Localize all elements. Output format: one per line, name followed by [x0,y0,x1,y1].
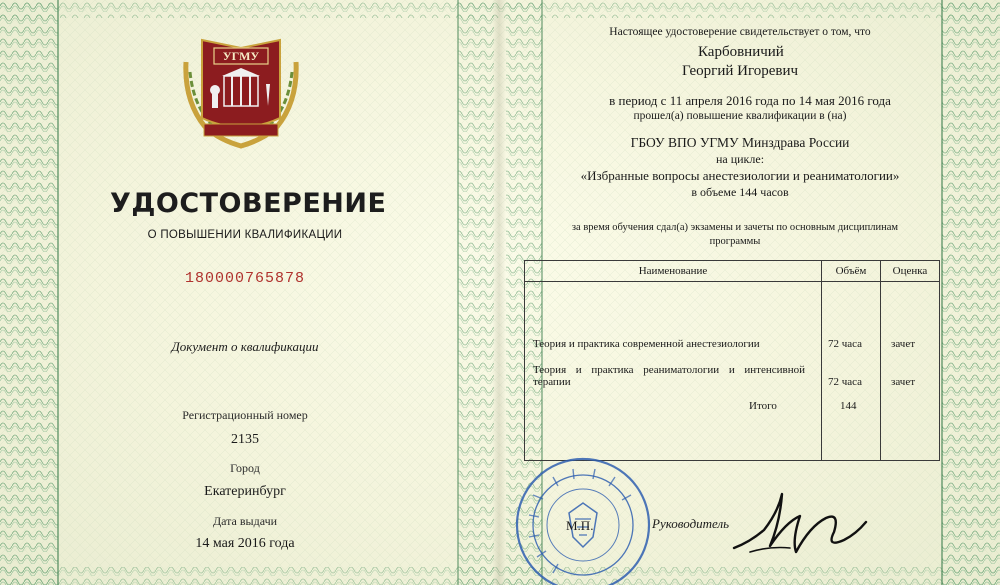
logo-text: УГМУ [222,49,260,63]
subject-2-volume: 72 часа [828,376,863,388]
table-body-row [525,282,940,461]
organization-name: ГБОУ ВПО УГМУ Минздрава России [630,135,850,150]
total-label: Итого [749,400,777,412]
registration-number-label: Регистрационный номер [182,408,308,422]
city-value: Екатеринбург [204,484,286,499]
ugmu-emblem-logo [180,32,302,152]
subject-1-name: Теория и практика современной анестезиологии [533,338,760,350]
cycle-title: «Избранные вопросы анестезиологии и реаниматологии» [580,168,900,183]
holder-surname: Карбовничий [698,44,784,60]
center-fold [492,0,506,585]
subject-2-grade: зачет [891,376,916,388]
handwritten-signature [730,482,870,562]
subject-1-grade: зачет [891,338,916,350]
seal-place-label: М.П. [566,518,594,533]
issue-date-label: Дата выдачи [212,514,278,528]
subject-1-volume: 72 часа [828,338,863,350]
holder-name: Георгий Игоревич [682,63,799,79]
certificate-title: УДОСТОВЕРЕНИЕ [110,188,387,219]
registration-number-value: 2135 [231,432,259,447]
volume-cell [822,282,881,461]
issue-date-value: 14 мая 2016 года [195,536,295,551]
cycle-label: на цикле: [715,152,765,166]
grade-cell [881,282,940,461]
subject-2-name: Теория и практика реаниматологии и интенсивной терапии [533,364,805,388]
total-volume: 144 [840,400,857,412]
qualification-passed: прошел(а) повышение квалификации в (на) [633,110,847,122]
cycle-volume: в объеме 144 часов [691,185,789,199]
city-label: Город [230,461,260,475]
header-grade: Оценка [881,261,940,282]
exams-text-line1: за время обучения сдал(а) экзамены и зачеты по основным дисциплинам [571,222,899,233]
subjects-table [524,260,940,461]
subjects-cell [525,282,822,461]
document-type: Документ о квалификации [171,339,319,354]
header-volume: Объём [822,261,881,282]
head-signature-label: Руководитель [652,516,730,531]
intro-text: Настоящее удостоверение свидетельствует о том, что [609,26,871,38]
certificate-subtitle: О ПОВЫШЕНИИ КВАЛИФИКАЦИИ [147,229,343,241]
table-header-row [525,261,940,282]
header-subject: Наименование [525,261,822,282]
study-period: в период с 11 апреля 2016 года по 14 мая 2016 года [609,93,891,108]
exams-text-line2: программы [709,236,761,247]
certificate-number: 180000765878 [184,270,306,287]
